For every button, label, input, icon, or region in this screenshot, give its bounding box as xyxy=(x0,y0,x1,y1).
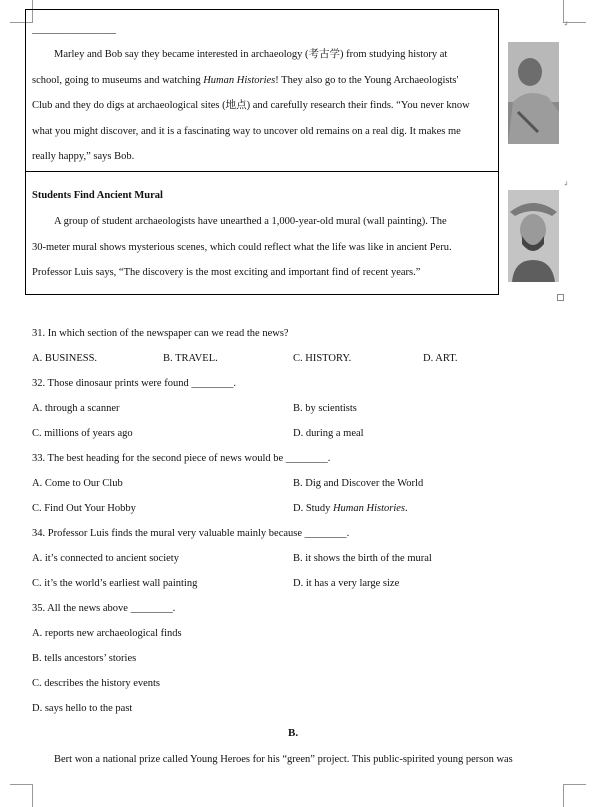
photo-kid-digging xyxy=(508,42,559,144)
question-35-option-d: D. says hello to the past xyxy=(32,703,133,714)
question-31-option-b: B. TRAVEL. xyxy=(163,353,218,364)
crop-mark-bottom-right xyxy=(563,784,586,807)
question-32-option-d: D. during a meal xyxy=(293,428,364,439)
question-35-option-a: A. reports new archaeological finds xyxy=(32,628,182,639)
question-33-option-c: C. Find Out Your Hobby xyxy=(32,503,136,514)
question-34-stem: 34. Professor Luis finds the mural very valuable mainly because ________. xyxy=(32,528,350,539)
photo-professor-luis xyxy=(508,190,559,282)
question-31-option-a: A. BUSINESS. xyxy=(32,353,98,364)
question-34-option-b: B. it shows the birth of the mural xyxy=(293,553,432,564)
news2-heading: Students Find Ancient Mural xyxy=(32,190,163,201)
news1-blank-line: ________________ xyxy=(32,24,116,35)
question-35-option-b: B. tells ancestors’ stories xyxy=(32,653,137,664)
question-34-option-a: A. it’s connected to ancient society xyxy=(32,553,179,564)
question-31-option-d: D. ART. xyxy=(423,353,458,364)
table-row-divider xyxy=(26,171,498,172)
question-35-option-c: C. describes the history events xyxy=(32,678,161,689)
news2-paragraph: A group of student archaeologists have unearthed a 1,000-year-old mural (wall painting). The 30-meter mural shows mysterious scenes, which could reflect what the life was like in ancient Peru. Professor Luis says, “The discovery is the most exciting and important find of recent years.” xyxy=(32,216,452,278)
question-32-stem: 32. Those dinosaur prints were found ________. xyxy=(32,378,236,389)
question-32-option-b: B. by scientists xyxy=(293,403,357,414)
table-end-mark-2: ↲ xyxy=(563,180,569,188)
section-b-title: B. xyxy=(288,727,299,739)
question-31-option-c: C. HISTORY. xyxy=(293,353,352,364)
question-33-option-d: D. Study Human Histories. xyxy=(293,503,408,514)
question-31-stem: 31. In which section of the newspaper can we read the news? xyxy=(32,328,289,339)
question-35-stem: 35. All the news above ________. xyxy=(32,603,176,614)
question-33-option-a: A. Come to Our Club xyxy=(32,478,123,489)
question-33-option-b: B. Dig and Discover the World xyxy=(293,478,424,489)
table-end-mark: ↲ xyxy=(563,20,569,28)
question-32-option-c: C. millions of years ago xyxy=(32,428,133,439)
crop-mark-bottom-left xyxy=(10,784,33,807)
news1-paragraph: Marley and Bob say they became interested in archaeology (考古学) from studying history at school, going to museums and watching Human Histories! They also go to the Young Archaeologists' Club and they do digs at archaeological sites (地点) and carefully research their finds. “You never know what you might discover, and it is a fascinating way to uncover old remains on a real dig. It makes me really happy,” says Bob. xyxy=(32,49,470,162)
question-34-option-c: C. it’s the world’s earliest wall painting xyxy=(32,578,198,589)
section-b-first-line: Bert won a national prize called Young Heroes for his “green” project. This public-spirited young person was xyxy=(54,754,513,765)
question-32-option-a: A. through a scanner xyxy=(32,403,120,414)
resize-handle xyxy=(557,294,564,301)
question-33-stem: 33. The best heading for the second piece of news would be ________. xyxy=(32,453,331,464)
news-table xyxy=(25,9,499,295)
question-34-option-d: D. it has a very large size xyxy=(293,578,400,589)
